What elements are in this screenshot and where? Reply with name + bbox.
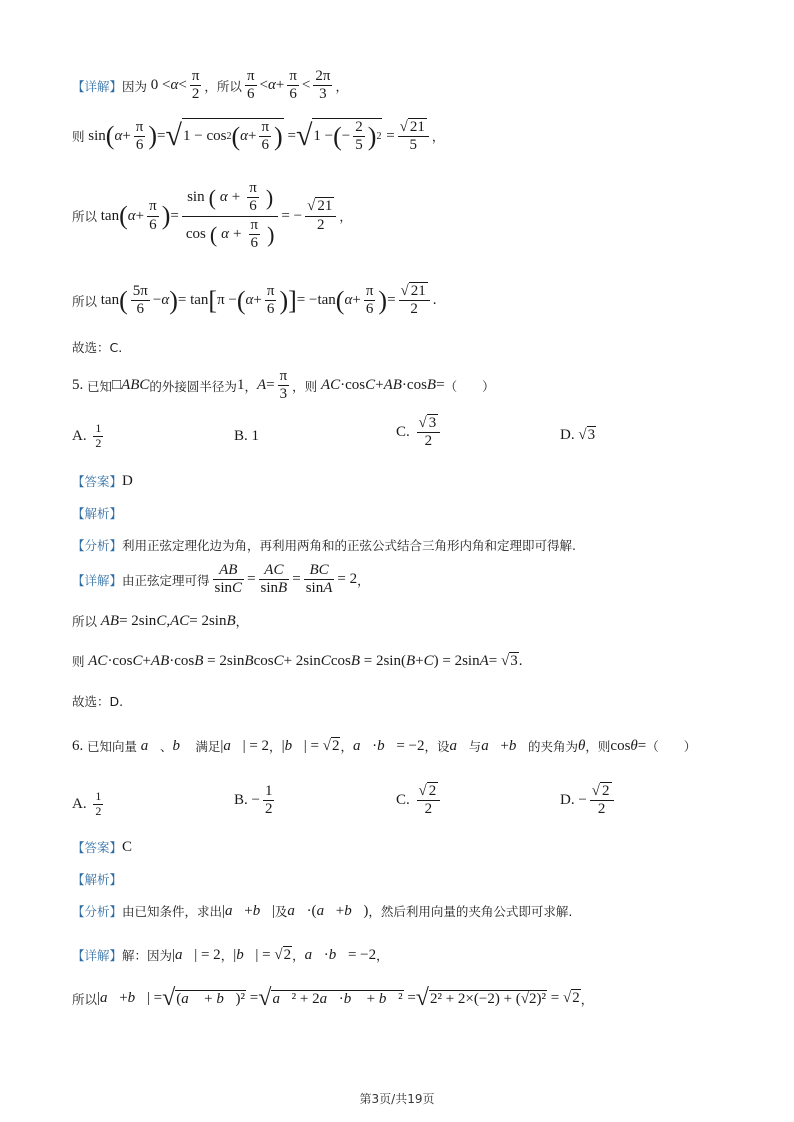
q6-option-d: D. − √ 2 2 [560, 783, 617, 819]
q5-analysis: 【分析】 利用正弦定理化边为角，再利用两角和的正弦公式结合三角形内角和定理即可得解. [72, 538, 576, 553]
q6-analysis: 【分析】 由已知条件，求出 | a⃗ + b⃗ | 及 a⃗ ·( a⃗ + b⃗ ) ，然后利用向量的夹角公式即可求解. [72, 902, 573, 919]
q6-option-a: A. 1 2 [72, 789, 102, 818]
choose-line: 故选：C. [72, 340, 123, 355]
q6-detail-1: 【详解】 解：因为 | a⃗ | = 2 ， | b⃗ | = √2 ， a⃗ · b⃗ = −2 ， [72, 946, 389, 963]
q6-jiexi: 【解析】 [72, 872, 123, 887]
q5-option-a: A. 1 2 [72, 421, 102, 450]
q5-option-b: B. 1 [234, 428, 260, 444]
question-5: 5. 已知 □ ABC 的外接圆半径为 1 ， A = π 3 ，则 AC ·cos C + AB ·cos B = （ ） [72, 368, 495, 403]
q5-jiexi: 【解析】 [72, 506, 123, 521]
q6-option-b: B. − 1 2 [234, 783, 273, 818]
question-6: 6. 已知向量 a⃗ 、 b⃗ 满足 | a⃗ | = 2 ， | b⃗ | = √2 ， a⃗ · b⃗ = −2 ，设 a⃗ 与 a⃗ + b⃗ 的夹角为 θ ，则 cos θ = （ ） [72, 737, 697, 754]
q6-option-c: C. √ 2 2 [396, 783, 443, 819]
q5-option-d: D. √3 [560, 427, 596, 443]
q5-detail-2: 所以 AB = 2sin C , AC = 2sin B ， [72, 612, 249, 629]
explanation-line-4: 所以 tan ( 5π 6 − α ) = tan [ π − ( α + π 6 )] = −tan ( α + π 6 ) = √ 21 2 . [72, 283, 437, 318]
page-footer: 第3页/共19页 [359, 1092, 435, 1106]
q5-answer: 【答案】 D [72, 472, 133, 489]
q6-detail-2: 所以 | a⃗ + b⃗ | = √ (a⃗ + b⃗)² = √ a⃗² + 2a⃗·b⃗ + b⃗² = √ 2² + 2×(−2) + (√2)² = √2 ， [72, 985, 594, 1011]
q5-option-c: C. √ 3 2 [396, 415, 443, 451]
explanation-line-2: 则 sin ( α + π 6 ) = √ 1 − cos 2 ( α + π 6 ) = √ 1 − ( − 2 5 ) 2 = √ 21 5 ， [72, 118, 445, 154]
q6-answer: 【答案】 C [72, 838, 133, 855]
explanation-line-3: 所以 tan ( α + π 6 ) = sin ( α + π 6 ) cos ( α + π 6 ) = − √ 21 2 ， [72, 180, 352, 251]
explanation-line-1: 【详解】 因为 0 < α < π 2 ，所以 π 6 < α + π 6 < 2π 3 ， [72, 68, 348, 103]
q5-detail-1: 【详解】 由正弦定理可得 AB sinC = AC sinB = BC sinA = 2 ， [72, 562, 370, 597]
q5-choose: 故选：D. [72, 694, 124, 709]
q5-detail-3: 则 AC ·cos C + AB ·cos B = 2sin B cos C + 2sin C cos B = 2sin( B + C ) = 2sin A = √3. [72, 652, 523, 669]
